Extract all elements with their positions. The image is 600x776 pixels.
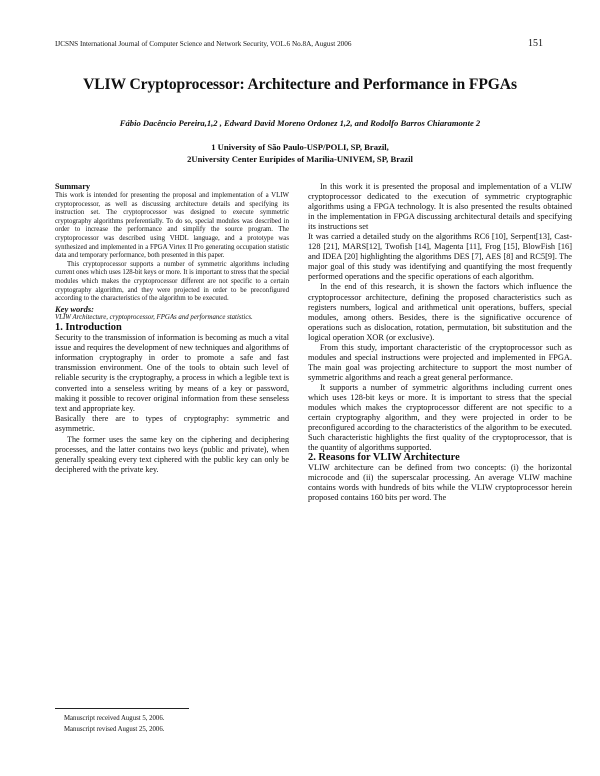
body-paragraph: In the end of this research, it is shown the factors which influence the cryptoprocessor architecture, defining the proposed characteristics such as registers numbers, logical and arithmetical unit operations, buffers, special modules, among others. Besides, there is the significative occurence of operations such as dislocation, rotation, permutation, bit substitution and the logical operation XOR (or exclusive). [308,282,572,342]
reasons-heading: 2. Reasons for VLIW Architecture [308,452,460,464]
affiliations [0,141,600,165]
body-paragraph: From this study, important characteristic of the cryptoprocessor such as modules and special instructions were projected and implemented in FPGA. The main goal was projecting architecture to support the most number of symmetric algorithms and reach a great general performance. [308,342,572,382]
affiliation-usp: 1 University of São Paulo-USP/POLI, SP, Brazil, [211,142,389,152]
introduction-heading: 1. Introduction [55,321,122,333]
body-paragraph: It was carried a detailed study on the algorithms RC6 [10], Serpent[13], Cast-128 [21], MARS[12], Twofish [14], Magenta [11], Frog [15], BlowFish [16] and IDEA [20] highlighting the algorithms DES [7], AES [8] and RC5[9]. The major goal of this study was identifying and quantifying the most frequently performed operations and the specific operations of each algorithm. [308,232,572,282]
right-column [308,182,572,504]
body-paragraph: It supports a number of symmetric algorithms including current ones which uses 128-bit keys or more. It is important to stress that the special modules which makes the cryptoprocessor different are not specific to a certain cryptography algorithm, and they were projected in order to be preconfigured according to the characteristics of the algorithm to be executed. Such characteristic highlights the first quality of the cryptoprocessor, that is the quantity of algorithms supported. [308,382,572,453]
page-number: 151 [528,38,543,49]
summary-heading: Summary [55,182,91,191]
author-list: Fábio Dacêncio Pereira,1,2 , Edward David Moreno Ordonez 1,2, and Rodolfo Barros Chiaramonte 2 [119,118,481,128]
introduction-paragraph: The former uses the same key on the ciphering and deciphering processes, and the latter contains two keys (public and private), when generally speaking every text ciphered with the public key can only be deciphered with the private key. [55,434,289,475]
footnotes [64,714,164,735]
left-column [55,182,289,475]
introduction-paragraph: Security to the transmission of information is becoming as much a vital issue and requires the development of new techniques and algorithms of information cryptography in order to promote a safe and fast transmission environment. One of the tools to obtain such level of reliable security is the cryptography, a process in which a legible text is converted into a senseless writing by means of a key or password, making it possible to recover original information from these senseless text and appropriate key. [55,332,289,414]
body-paragraph: In this work it is presented the proposal and implementation of a VLIW cryptoprocessor dedicated to the execution of symmetric cryptographic algorithms using a FPGA technology. It is also presented the results obtained in the implementation in FPGA discussing architectural details and specifying its instructions set [308,182,572,232]
introduction-paragraph: Basically there are to types of cryptography: symmetric and asymmetric. [55,414,289,434]
keywords-heading: Key words: [55,303,94,314]
keywords-text: VLIW Architecture, cryptoprocessor, FPGAs and performance statistics. [55,313,253,321]
running-head: IJCSNS International Journal of Computer Science and Network Security, VOL.6 No.8A, August 2006 [55,40,352,48]
footnote-received: Manuscript received August 5, 2006. [64,715,165,722]
affiliation-univem: 2University Center Eurípides of Marília-UNIVEM, SP, Brazil [187,154,413,164]
footnote-divider [55,708,189,709]
summary-paragraph: This cryptoprocessor supports a number of symmetric algorithms including current ones which uses 128-bit keys or more. It is important to stress that the special modules which makes the cryptoprocessor different are not specific to a certain cryptography algorithm, and they were projected in order to be preconfigured according to the characteristics of the algorithm to be executed. [55,260,289,303]
paper-title: VLIW Cryptoprocessor: Architecture and Performance in FPGAs [83,76,517,93]
footnote-revised: Manuscript revised August 25, 2006. [64,725,165,733]
reasons-paragraph: VLIW architecture can be defined from two concepts: (i) the horizontal microcode and (ii) the superscalar processing. An average VLIW machine contains words with hundreds of bits while the VLIW cryptoprocessor herein proposed contains 160 bits per word. The [308,463,572,503]
summary-paragraph: This work is intended for presenting the proposal and implementation of a VLIW cryptoprocessor, as well as discussing architecture details and specifying its instruction set. The cryptoprocessor was designed to execute symmetric cryptography algorithms preferentially. To do so, special modules was described in order to increase the performance and simplify the source program. The cryptoprocessor was described using VHDL language, and a prototype was synthesized and implemented in a FPGA Virtex II Pro generating occupation statistic data and temporary performance, both presented in this paper. [55,192,289,260]
